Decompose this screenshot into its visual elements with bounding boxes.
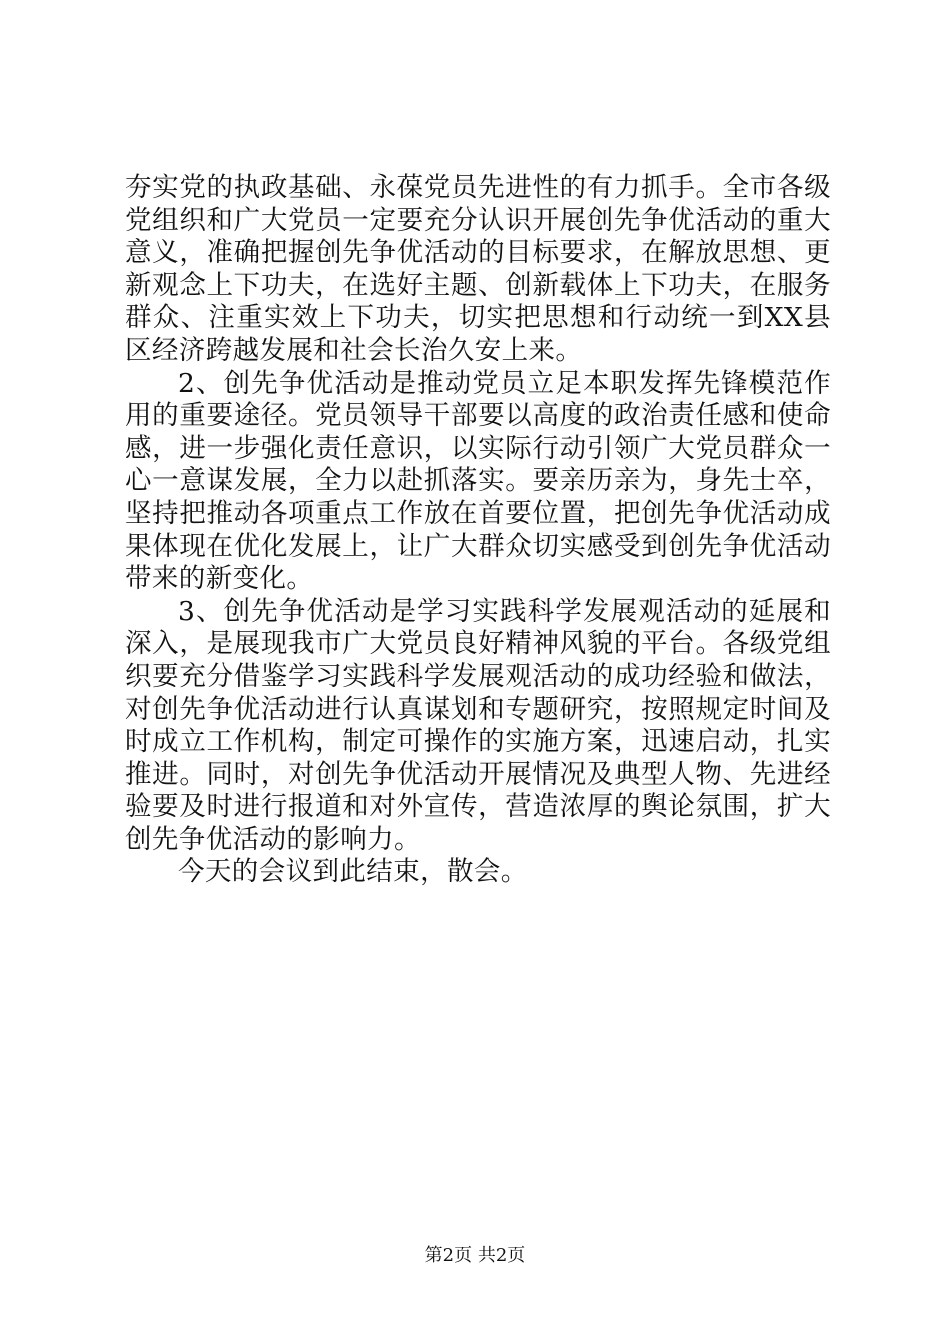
document-body [125,172,831,889]
paragraph-point-2: 2、创先争优活动是推动党员立足本职发挥先锋模范作用的重要途径。党员领导干部要以高度的政治责任感和使命感，进一步强化责任意识，以实际行动引领广大党员群众一心一意谋发展，全力以赴抓落实。要亲历亲为，身先士卒，坚持把推动各项重点工作放在首要位置，把创先争优活动成果体现在优化发展上，让广大群众切实感受到创先争优活动带来的新变化。 [125,367,831,595]
paragraph-continuation: 夯实党的执政基础、永葆党员先进性的有力抓手。全市各级党组织和广大党员一定要充分认识开展创先争优活动的重大意义，准确把握创先争优活动的目标要求，在解放思想、更新观念上下功夫，在选好主题、创新载体上下功夫，在服务群众、注重实效上下功夫，切实把思想和行动统一到XX县区经济跨越发展和社会长治久安上来。 [125,172,831,366]
page-footer: 第2页 共2页 [424,1245,526,1266]
paragraph-closing: 今天的会议到此结束，散会。 [178,856,528,888]
paragraph-point-3: 3、创先争优活动是学习实践科学发展观活动的延展和深入，是展现我市广大党员良好精神风貌的平台。各级党组织要充分借鉴学习实践科学发展观活动的成功经验和做法，对创先争优活动进行认真谋划和专题研究，按照规定时间及时成立工作机构，制定可操作的实施方案，迅速启动，扎实推进。同时，对创先争优活动开展情况及典型人物、先进经验要及时进行报道和对外宣传，营造浓厚的舆论氛围，扩大创先争优活动的影响力。 [125,595,831,855]
